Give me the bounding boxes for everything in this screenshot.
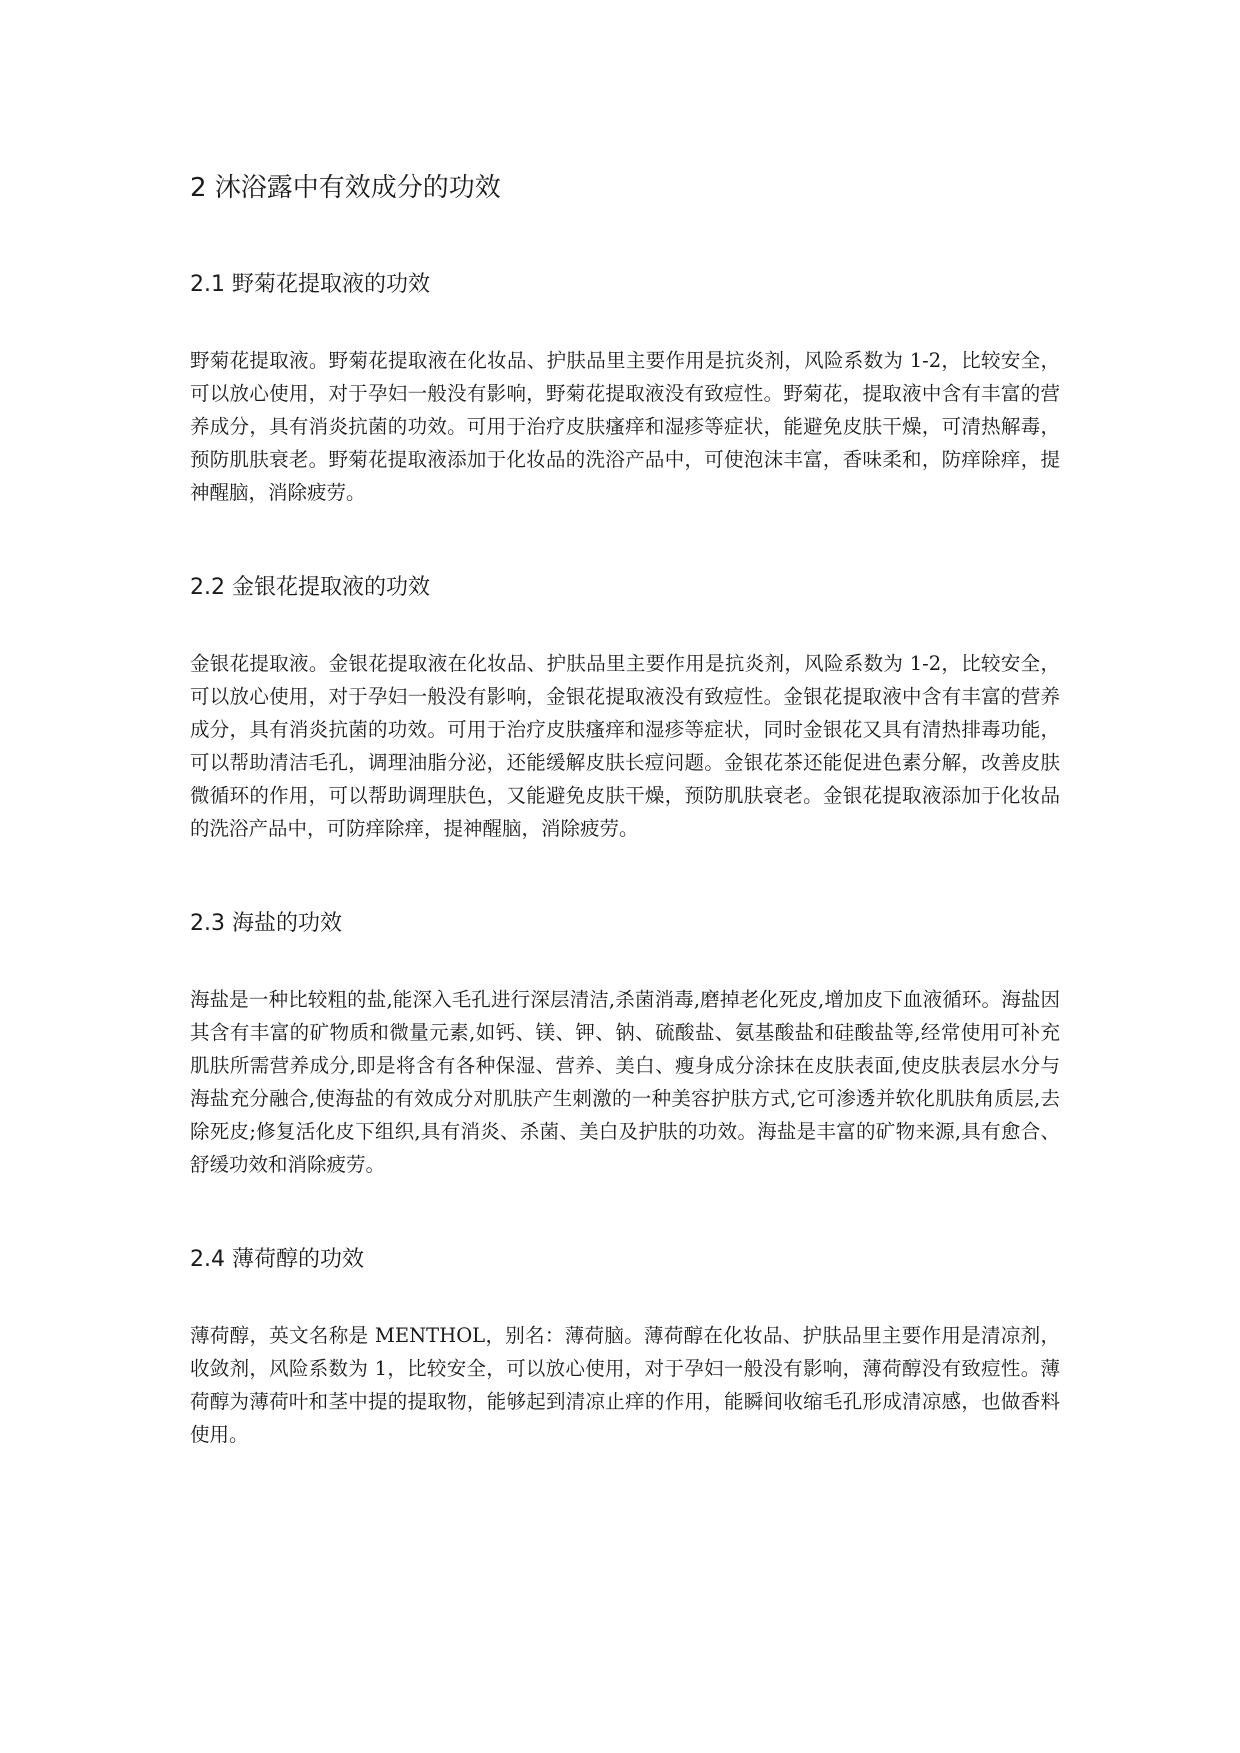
document-content bbox=[190, 168, 1060, 1451]
section-paragraph: 野菊花提取液。野菊花提取液在化妆品、护肤品里主要作用是抗炎剂，风险系数为 1-2，比较安全，可以放心使用，对于孕妇一般没有影响，野菊花提取液没有致痘性。野菊花，提取液中含有丰富的营养成分，具有消炎抗菌的功效。可用于治疗皮肤瘙痒和湿疹等症状，能避免皮肤干燥，可清热解毒，预防肌肤衰老。野菊花提取液添加于化妆品的洗浴产品中，可使泡沫丰富，香味柔和，防痒除痒，提神醒脑，消除疲劳。 bbox=[190, 349, 1060, 504]
section-paragraph: 海盐是一种比较粗的盐,能深入毛孔进行深层清洁,杀菌消毒,磨掉老化死皮,增加皮下血液循环。海盐因其含有丰富的矿物质和微量元素,如钙、镁、钾、钠、硫酸盐、氨基酸盐和硅酸盐等,经常使用可补充肌肤所需营养成分,即是将含有各种保湿、营养、美白、瘦身成分涂抹在皮肤表面,使皮肤表层水分与海盐充分融合,使海盐的有效成分对肌肤产生刺激的一种美容护肤方式,它可渗透并软化肌肤角质层,去除死皮;修复活化皮下组织,具有消炎、杀菌、美白及护肤的功效。海盐是丰富的矿物来源,具有愈合、舒缓功效和消除疲劳。 bbox=[190, 988, 1060, 1176]
section-heading: 2.4 薄荷醇的功效 bbox=[190, 1247, 364, 1272]
section-heading: 2.1 野菊花提取液的功效 bbox=[190, 272, 430, 297]
section-paragraph: 薄荷醇，英文名称是 MENTHOL，别名：薄荷脑。薄荷醇在化妆品、护肤品里主要作用是清凉剂，收敛剂，风险系数为 1，比较安全，可以放心使用，对于孕妇一般没有影响，薄荷醇没有致痘性。薄荷醇为薄荷叶和茎中提的提取物，能够起到清凉止痒的作用，能瞬间收缩毛孔形成清凉感，也做香料使用。 bbox=[190, 1324, 1060, 1446]
section-paragraph: 金银花提取液。金银花提取液在化妆品、护肤品里主要作用是抗炎剂，风险系数为 1-2，比较安全，可以放心使用，对于孕妇一般没有影响，金银花提取液没有致痘性。金银花提取液中含有丰富的营养成分，具有消炎抗菌的功效。可用于治疗皮肤瘙痒和湿疹等症状，同时金银花又具有清热排毒功能，可以帮助清洁毛孔，调理油脂分泌，还能缓解皮肤长痘问题。金银花茶还能促进色素分解，改善皮肤微循环的作用，可以帮助调理肤色，又能避免皮肤干燥，预防肌肤衰老。金银花提取液添加于化妆品的洗浴产品中，可防痒除痒，提神醒脑，消除疲劳。 bbox=[190, 652, 1060, 840]
section-menthol bbox=[190, 1243, 1060, 1451]
section-honeysuckle bbox=[190, 571, 1060, 845]
section-heading: 2.3 海盐的功效 bbox=[190, 911, 342, 936]
document-title: 2 沐浴露中有效成分的功效 bbox=[190, 173, 501, 203]
section-sea-salt bbox=[190, 907, 1060, 1181]
section-heading: 2.2 金银花提取液的功效 bbox=[190, 575, 430, 600]
section-wild-chrysanthemum bbox=[190, 268, 1060, 509]
